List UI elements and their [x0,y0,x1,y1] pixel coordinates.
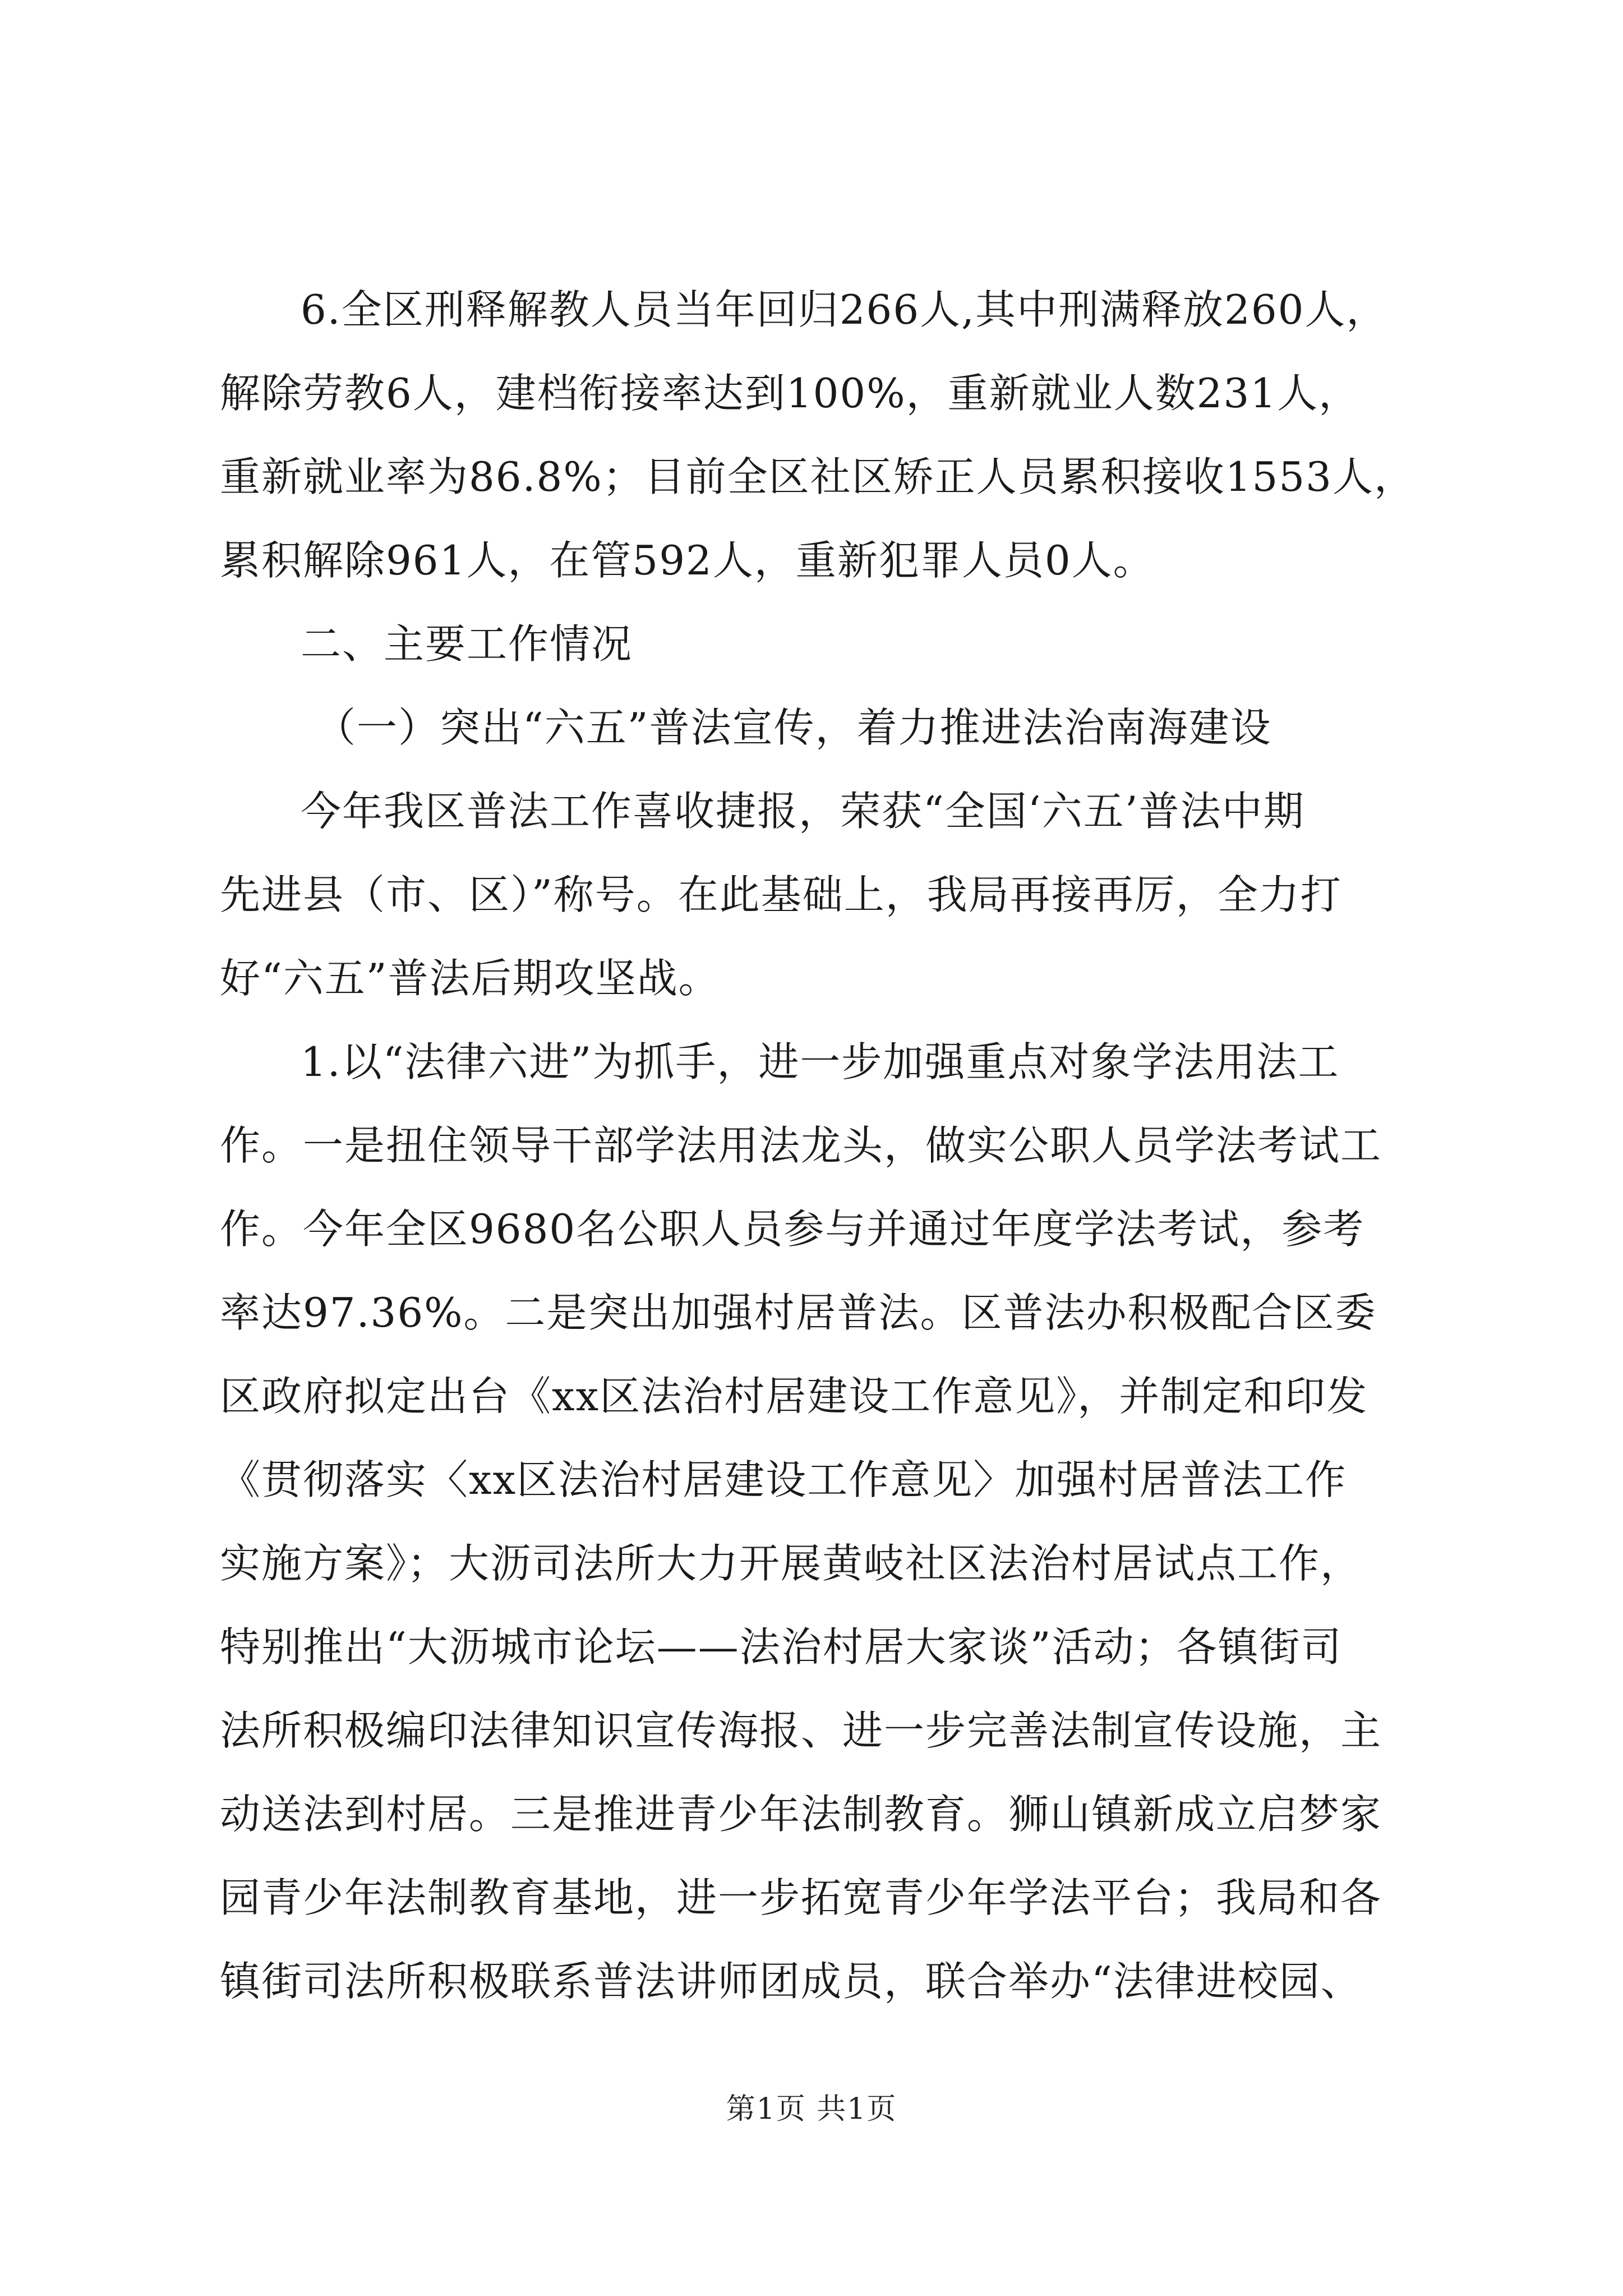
section-heading: 二、主要工作情况 [301,620,633,668]
paragraph-line: 作。一是扭住领导干部学法用法龙头，做实公职人员学法考试工 [220,1122,1382,1169]
paragraph-line: 率达97.36%。二是突出加强村居普法。区普法办积极配合区委 [220,1289,1377,1336]
paragraph-line: 区政府拟定出台《xx区法治村居建设工作意见》，并制定和印发 [220,1373,1368,1420]
paragraph-line: 动送法到村居。三是推进青少年法制教育。狮山镇新成立启梦家 [220,1791,1382,1838]
paragraph-line: 作。今年全区9680名公职人员参与并通过年度学法考试，参考 [220,1205,1365,1253]
paragraph-line: 实施方案》；大沥司法所大力开展黄岐社区法治村居试点工作， [220,1540,1362,1587]
paragraph-line: 今年我区普法工作喜收捷报，荣获“全国‘六五’普法中期 [301,788,1305,835]
paragraph-line: 6.全区刑释解教人员当年回归266人,其中刑满释放260人， [301,286,1388,333]
paragraph-line: 特别推出“大沥城市论坛——法治村居大家谈”活动；各镇街司 [220,1623,1343,1671]
paragraph-line: 重新就业率为86.8%；目前全区社区矫正人员累积接收1553人， [220,453,1415,500]
paragraph-line: 园青少年法制教育基地，进一步拓宽青少年学法平台；我局和各 [220,1874,1382,1921]
paragraph-line: 先进县（市、区）”称号。在此基础上，我局再接再厉，全力打 [220,871,1342,918]
document-body [220,268,1437,2023]
paragraph-line: 1.以“法律六进”为抓手，进一步加强重点对象学法用法工 [301,1038,1340,1085]
paragraph-line: 《贯彻落实〈xx区法治村居建设工作意见〉加强村居普法工作 [220,1456,1347,1503]
paragraph-line: 解除劳教6人，建档衔接率达到100%，重新就业人数231人， [220,370,1361,417]
paragraph-line: 法所积极编印法律知识宣传海报、进一步完善法制宣传设施，主 [220,1707,1382,1754]
paragraph-line: 累积解除961人，在管592人，重新犯罪人员0人。 [220,537,1155,584]
paragraph-line: 好“六五”普法后期攻坚战。 [220,955,720,1002]
paragraph-line: 镇街司法所积极联系普法讲师团成员，联合举办“法律进校园、 [220,1958,1362,2005]
subsection-heading: （一）突出“六五”普法宣传，着力推进法治南海建设 [315,704,1272,751]
page-footer: 第1页 共1页 [726,2092,897,2126]
